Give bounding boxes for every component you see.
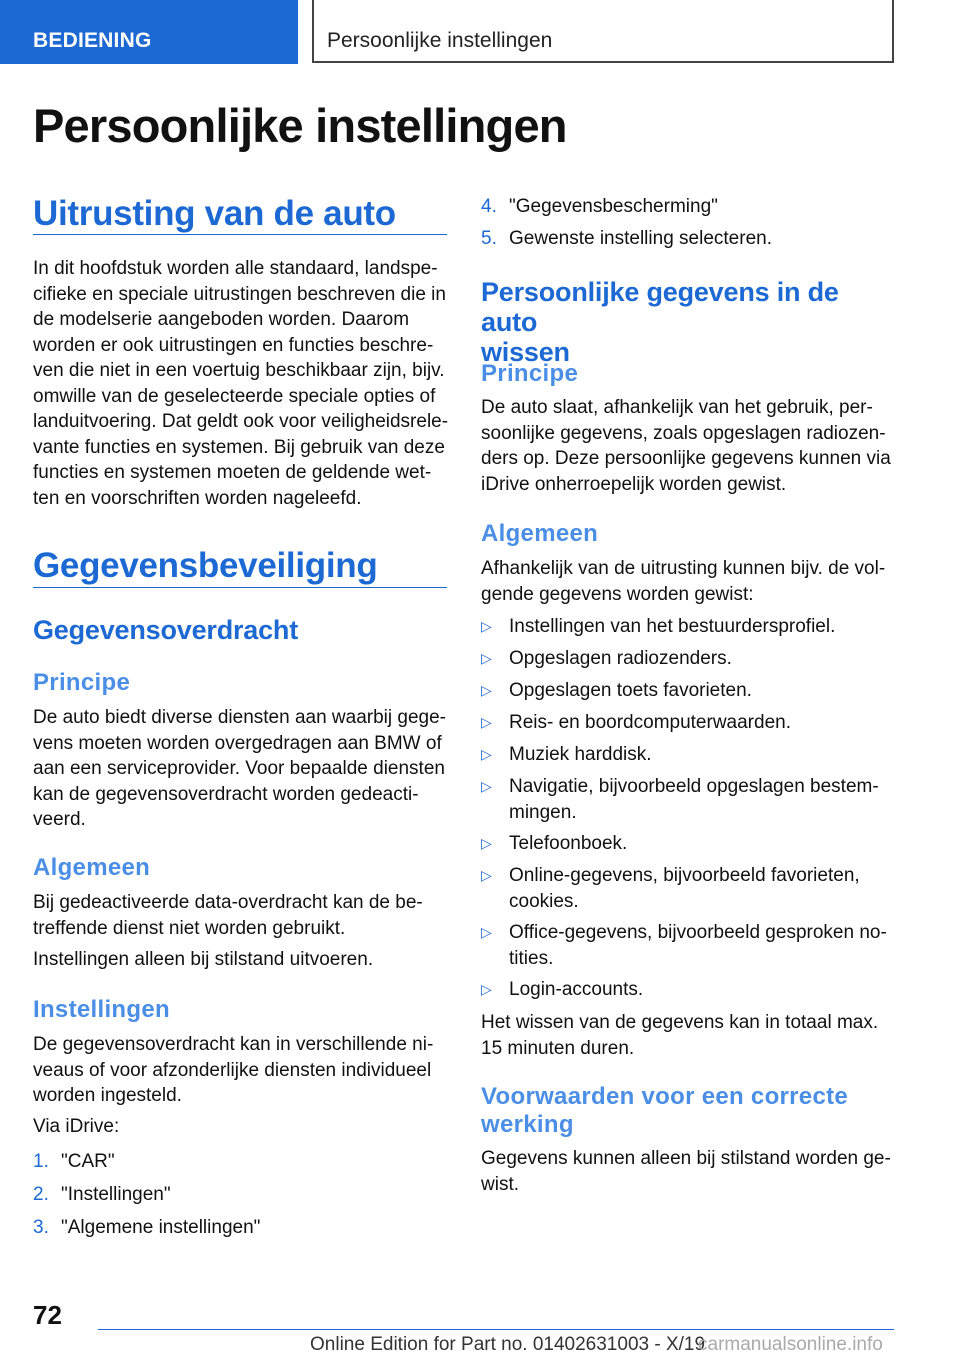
triangle-bullet-icon: ▷ — [481, 981, 492, 997]
paragraph-algemeen: Bij gedeactiveerde data-overdracht kan de be‐ treffende dienst niet worden gebruikt. — [33, 892, 423, 939]
paragraph-algemeen-note: Instellingen alleen bij stilstand uitvoeren. — [33, 949, 374, 970]
header-chapter-label: Persoonlijke instellingen — [327, 29, 553, 52]
footer-watermark: carmanualsonline.info — [698, 1334, 883, 1355]
footer-rule — [98, 1329, 894, 1330]
heading-principe: Principe — [481, 360, 579, 387]
step-item: 4. "Gegevensbescherming" — [481, 196, 718, 217]
paragraph-voorwaarden: Gegevens kunnen alleen bij stilstand worden ge‐ wist. — [481, 1148, 891, 1195]
step-item: 5. Gewenste instelling selecteren. — [481, 228, 772, 249]
heading-rule — [33, 587, 447, 588]
heading-algemeen: Algemeen — [481, 520, 599, 547]
step-item: 1. "CAR" — [33, 1151, 115, 1172]
step-item: 2. "Instellingen" — [33, 1184, 171, 1205]
header-chapter-box — [312, 0, 894, 63]
heading-uitrusting: Uitrusting van de auto — [33, 194, 396, 233]
page-title: Persoonlijke instellingen — [33, 99, 567, 152]
paragraph-principe: De auto slaat, afhankelijk van het gebruik, per‐ soonlijke gegevens, zoals opgeslagen radiozen‐ ders op. Deze persoonlijke gegevens kunnen via iDrive onherroepelijk worden gewist. — [481, 397, 891, 495]
triangle-bullet-icon: ▷ — [481, 714, 492, 730]
header-section-label: BEDIENING — [33, 29, 152, 52]
header-section-tab — [0, 0, 298, 64]
triangle-bullet-icon: ▷ — [481, 682, 492, 698]
paragraph-uitrusting: In dit hoofdstuk worden alle standaard, landspe‐ cifieke en speciale uitrustingen beschreven die in de modelserie aangeboden worden. Daarom worden er ook uitrustingen en functies beschre‐ ven die niet in een voertuig beschikbaar zijn, bijv. omwille van de geselecteerde speciale opties of landuitvoering. Dat geldt ook voor veiligheidsrele‐ vante functies en systemen. Bij gebruik van deze functies en systemen moeten de geldende wet‐ ten en voorschriften worden nageleefd. — [33, 258, 449, 509]
triangle-bullet-icon: ▷ — [481, 746, 492, 762]
paragraph-principe: De auto biedt diverse diensten aan waarbij gege‐ vens moeten worden overgedragen aan BMW of aan een serviceprovider. Voor bepaalde diensten kan de gegevensoverdracht worden gedeacti‐ veerd. — [33, 707, 446, 830]
heading-gegevens-wissen: Persoonlijke gegevens in de auto wissen — [481, 277, 839, 367]
heading-voorwaarden: Voorwaarden voor een correcte werking — [481, 1083, 849, 1138]
paragraph-duur: Het wissen van de gegevens kan in totaal max. 15 minuten duren. — [481, 1012, 879, 1059]
heading-principe: Principe — [33, 669, 131, 696]
heading-algemeen: Algemeen — [33, 854, 151, 881]
heading-rule — [33, 234, 447, 235]
triangle-bullet-icon: ▷ — [481, 650, 492, 666]
triangle-bullet-icon: ▷ — [481, 618, 492, 634]
heading-gegevensbeveiliging: Gegevensbeveiliging — [33, 546, 378, 585]
heading-instellingen: Instellingen — [33, 996, 170, 1023]
paragraph-via-idrive: Via iDrive: — [33, 1116, 120, 1137]
triangle-bullet-icon: ▷ — [481, 778, 492, 794]
triangle-bullet-icon: ▷ — [481, 867, 492, 883]
step-item: 3. "Algemene instellingen" — [33, 1217, 261, 1238]
page-number: 72 — [33, 1300, 62, 1330]
footer-edition: Online Edition for Part no. 01402631003 - X/19 — [310, 1334, 706, 1355]
paragraph-instellingen: De gegevensoverdracht kan in verschillende ni‐ veaus of voor afzonderlijke diensten individueel worden ingesteld. — [33, 1034, 434, 1106]
paragraph-algemeen: Afhankelijk van de uitrusting kunnen bijv. de vol‐ gende gegevens worden gewist: — [481, 558, 886, 605]
triangle-bullet-icon: ▷ — [481, 835, 492, 851]
triangle-bullet-icon: ▷ — [481, 924, 492, 940]
heading-gegevensoverdracht: Gegevensoverdracht — [33, 615, 299, 645]
